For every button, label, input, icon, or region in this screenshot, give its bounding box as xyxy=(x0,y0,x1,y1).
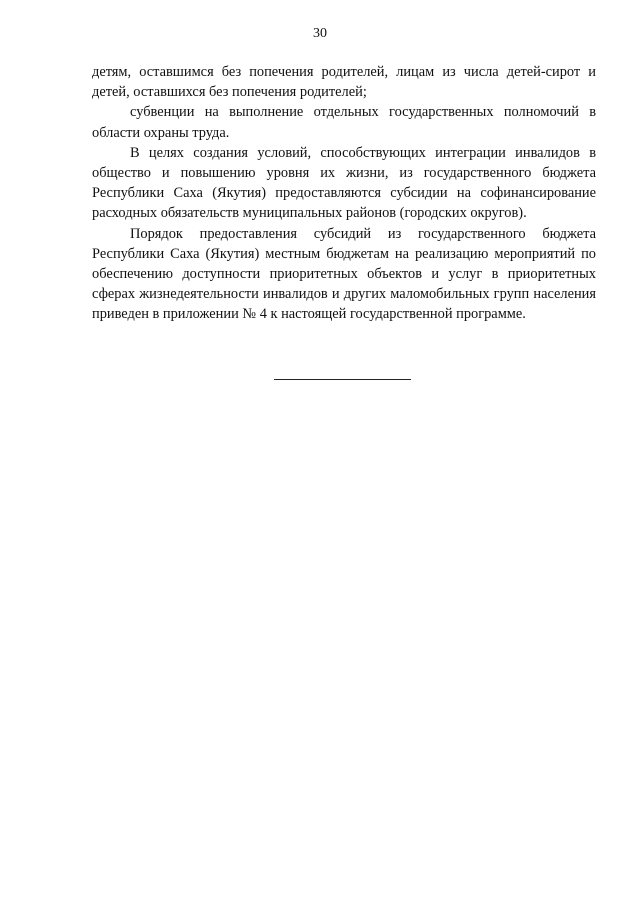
paragraph-disability-subsidies: В целях создания условий, способствующих интеграции инвалидов в общество и повышению уровня их жизни, из государственного бюджета Республики Саха (Якутия) предоставляются субсидии на софинансирование расходных обязательств муниципальных районов (городских округов). xyxy=(92,144,596,222)
paragraph-continuation: детям, оставшимся без попечения родителей, лицам из числа детей-сирот и детей, оставшихся без попечения родителей; xyxy=(92,64,596,101)
section-divider-line xyxy=(274,379,411,380)
page-number: 30 xyxy=(313,26,327,41)
paragraph-subsidy-procedure: Порядок предоставления субсидий из государственного бюджета Республики Саха (Якутия) местным бюджетам на реализацию мероприятий по обеспечению доступности приоритетных объектов и услуг в приоритетных сферах жизнедеятельности инвалидов и других маломобильных групп населения приведен в приложении № 4 к настоящей государственной программе. xyxy=(92,225,596,323)
document-body xyxy=(92,62,596,325)
paragraph-labor-subventions: субвенции на выполнение отдельных государственных полномочий в области охраны труда. xyxy=(92,104,596,141)
